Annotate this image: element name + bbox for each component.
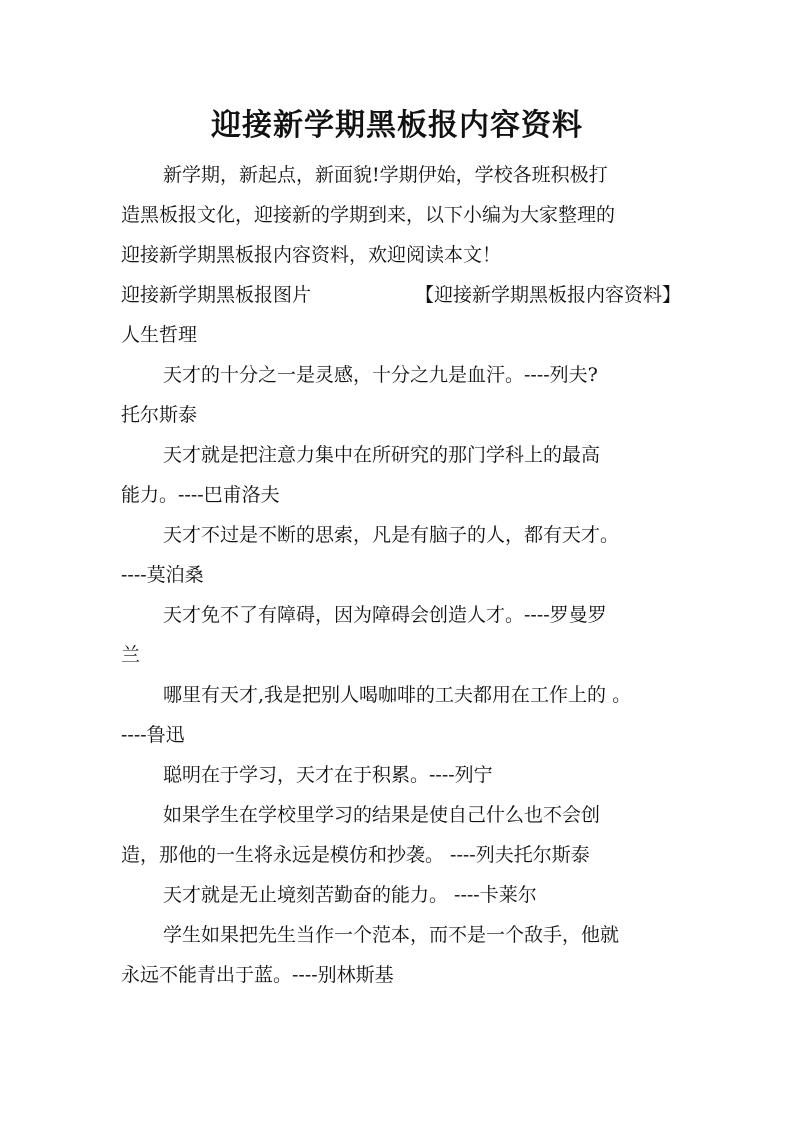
quote-line: 哪里有天才,我是把别人喝咖啡的工夫都用在工作上的 。: [163, 684, 632, 706]
intro-line: 造黑板报文化，迎接新的学期到来，以下小编为大家整理的: [121, 204, 616, 226]
quote-line: ----鲁迅: [121, 724, 185, 746]
image-caption-row: [121, 275, 681, 315]
quote-line: ----莫泊桑: [121, 564, 204, 586]
intro-line: 新学期，新起点，新面貌!学期伊始，学校各班积极打: [163, 164, 608, 186]
quote-line: 如果学生在学校里学习的结果是使自己什么也不会创: [163, 804, 601, 826]
intro-line: 迎接新学期黑板报内容资料，欢迎阅读本文！: [121, 244, 502, 266]
quote-line: 能力。----巴甫洛夫: [121, 484, 280, 506]
image-caption-left: 迎接新学期黑板报图片: [121, 284, 312, 306]
image-caption-right: 【迎接新学期黑板报内容资料】: [414, 284, 681, 306]
quote-line: 天才就是无止境刻苦勤奋的能力。 ----卡莱尔: [163, 884, 537, 906]
quote-line: 天才就是把注意力集中在所研究的那门学科上的最高: [163, 444, 601, 466]
document-body: [121, 155, 681, 995]
quote-line: 天才不过是不断的思索，凡是有脑子的人，都有天才。: [163, 524, 620, 546]
quote-line: 聪明在于学习，天才在于积累。----列宁: [163, 764, 493, 786]
quote-line: 兰: [121, 644, 141, 666]
document-title: 迎接新学期黑板报内容资料: [211, 108, 583, 143]
quote-line: 托尔斯泰: [121, 404, 198, 426]
quote-line: 造，那他的一生将永远是模仿和抄袭。 ----列夫托尔斯泰: [121, 844, 590, 866]
quote-line: 学生如果把先生当作一个范本，而不是一个敌手，他就: [163, 924, 620, 946]
quote-line: 天才的十分之一是灵感，十分之九是血汗。----列夫?: [163, 364, 598, 386]
quote-line: 天才免不了有障碍，因为障碍会创造人才。----罗曼罗: [163, 604, 607, 626]
quote-line: 永远不能青出于蓝。----别林斯基: [121, 964, 394, 986]
section-title: 人生哲理: [121, 324, 198, 346]
